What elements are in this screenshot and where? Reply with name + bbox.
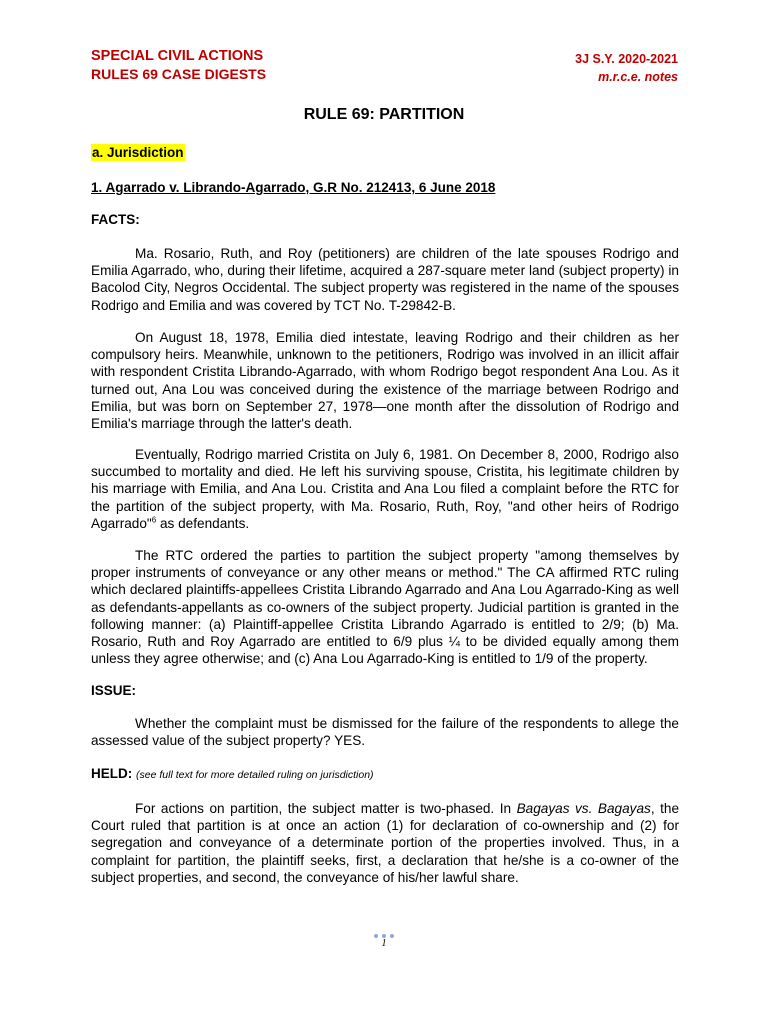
held-paragraph-text-b: , the Court ruled that partition is at once an action (1) for declaration of co-ownership and (2) for segregation and conveyance of a determinate portion of the properties involved. Thus, in a complaint for partition, the plaintiff seeks, first, a declaration that he/she is a co-owner of the subject properties, and second, the conveyance of his/her lawful share. — [91, 801, 680, 885]
case-title: 1. Agarrado v. Librando-Agarrado, G.R No. 212413, 6 June 2018 — [91, 180, 496, 195]
held-case-citation: Bagayas vs. Bagayas — [516, 801, 651, 816]
held-paragraph — [91, 800, 679, 886]
section-label: a. Jurisdiction — [92, 145, 184, 160]
dot-icon — [374, 934, 378, 938]
facts-paragraph-1: Ma. Rosario, Ruth, and Roy (petitioners) are children of the late spouses Rodrigo and Emilia Agarrado, who, during their lifetime, acquired a 287-square meter land (subject property) in Bacolod City, Negros Occidental. The subject property was registered in the name of the spouses Rodrigo and Emilia and was covered by TCT No. T-29842-B. — [91, 246, 679, 313]
facts-paragraph-2: On August 18, 1978, Emilia died intestate, leaving Rodrigo and their children as her compulsory heirs. Meanwhile, unknown to the petitioners, Rodrigo was involved in an illicit affair with respondent Cristita Librando-Agarrado, with whom Rodrigo begot respondent Ana Lou. As it turned out, Ana Lou was conceived during the existence of the marriage between Rodrigo and Emilia, but was born on September 27, 1978—one month after the dissolution of Rodrigo and Emilia's marriage through the latter's death. — [91, 330, 679, 432]
dot-icon — [390, 934, 394, 938]
header-course-title: SPECIAL CIVIL ACTIONS — [91, 48, 264, 64]
held-paragraph-text-a: For actions on partition, the subject matter is two-phased. In — [135, 801, 517, 816]
facts-paragraph-4: The RTC ordered the parties to partition the subject property "among themselves by proper instruments of conveyance or any other means or method." The CA affirmed RTC ruling which declared plaintiffs-appellees Cristita Librando Agarrado and Ana Lou Agarrado-King as well as defendants-appellants as co-owners of the subject property. Judicial partition is granted in the following manner: (a) Plaintiff-appellee Cristita Librando Agarrado is entitled to 2/9; (b) Ma. Rosario, Ruth and Roy Agarrado are entitled to 6/9 plus ¼ to be divided equally among them unless they agree otherwise; and (c) Ana Lou Agarrado-King is entitled to 1/9 of the property. — [91, 548, 679, 667]
header-left — [91, 47, 266, 83]
facts-paragraph-3 — [91, 446, 679, 532]
facts-heading: FACTS: — [91, 212, 140, 227]
issue-paragraph: Whether the complaint must be dismissed for the failure of the respondents to allege the assessed value of the subject property? YES. — [91, 716, 679, 749]
page-number: 1 — [381, 938, 387, 949]
facts-paragraph-3-text: Eventually, Rodrigo married Cristita on July 6, 1981. On December 8, 2000, Rodrigo also succumbed to mortality and died. He left his surviving spouse, Cristita, his legitimate children by his marriage with Emilia, and Ana Lou. Cristita and Ana Lou filed a complaint before the RTC for the partition of the subject property, with Ma. Rosario, Ruth, Roy, "and other heirs of Rodrigo Agarrado" — [91, 447, 679, 531]
page-title: RULE 69: PARTITION — [303, 106, 465, 123]
header-notes-author: m.r.c.e. notes — [598, 70, 678, 84]
header-section-year: 3J S.Y. 2020-2021 — [575, 52, 678, 66]
held-heading-line — [91, 766, 374, 781]
header-right — [575, 50, 678, 86]
page-footer — [0, 934, 768, 949]
facts-paragraph-3-tail: as defendants. — [156, 515, 250, 531]
header-subtitle: RULES 69 CASE DIGESTS — [91, 66, 267, 82]
held-heading: HELD: — [91, 766, 133, 781]
held-note: (see full text for more detailed ruling on jurisdiction) — [136, 769, 374, 781]
footnote-ref: 6 — [151, 515, 157, 525]
issue-heading: ISSUE: — [91, 683, 137, 698]
